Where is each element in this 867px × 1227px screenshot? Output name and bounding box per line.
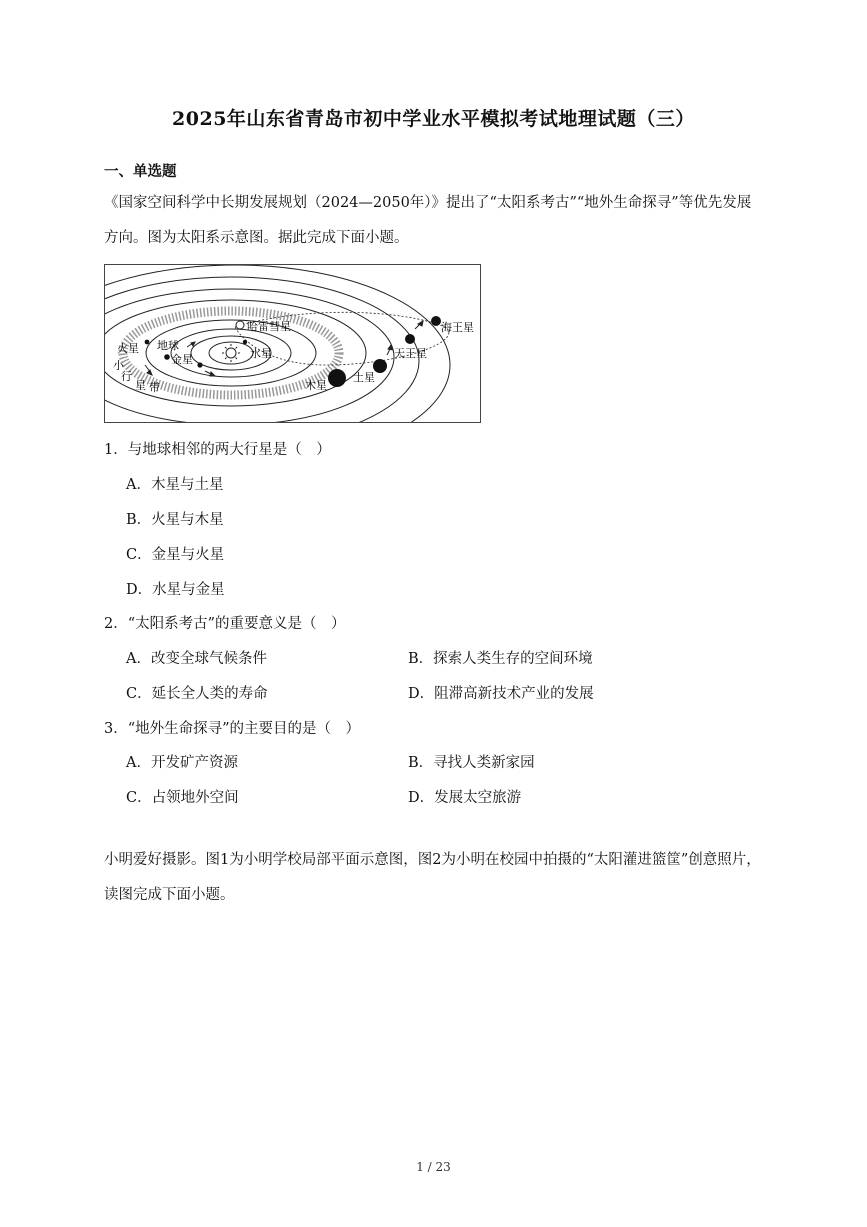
label-jupiter: 木星 [305, 379, 327, 392]
intro-paragraph-2: 小明爱好摄影。图1为小明学校局部平面示意图，图2为小明在校园中拍摄的“太阳灌进篮筐”创意照片，读图完成下面小题。 [104, 852, 761, 903]
uranus-planet [405, 334, 415, 344]
question-2-option-d[interactable]: D．阻滞高新技术产业的发展 [408, 686, 594, 702]
question-1-option-d[interactable]: D．水星与金星 [126, 582, 225, 598]
question-3-option-b[interactable]: B．寻找人类新家园 [408, 755, 535, 771]
mars-planet [145, 340, 150, 345]
solar-system-figure [104, 264, 481, 423]
question-3-option-c[interactable]: C．占领地外空间 [126, 790, 239, 806]
label-venus: 金星 [171, 353, 193, 366]
jupiter-planet [328, 369, 346, 387]
neptune-planet [431, 316, 441, 326]
page-number: 1 / 23 [416, 1160, 451, 1174]
page-title: 2025年山东省青岛市初中学业水平模拟考试地理试题（三） [172, 108, 695, 130]
label-uranus: 天王星 [394, 347, 427, 360]
label-asteroid-2: 行 [121, 370, 132, 383]
section-heading: 一、单选题 [104, 163, 177, 180]
comet-icon [236, 321, 244, 329]
label-asteroid-1: 小 [113, 359, 124, 372]
label-comet: 哈雷彗星 [247, 320, 291, 333]
mercury-planet [243, 340, 247, 344]
question-1-option-a[interactable]: A．木星与土星 [126, 477, 224, 493]
sun-icon [222, 344, 240, 362]
question-2-option-a[interactable]: A．改变全球气候条件 [126, 651, 267, 667]
venus-planet [197, 362, 202, 367]
label-asteroid-4: 带 [149, 381, 160, 394]
question-3-stem: 3．“地外生命探寻”的主要目的是（ ） [104, 721, 361, 737]
label-earth: 地球 [157, 339, 179, 352]
saturn-planet [373, 359, 387, 373]
question-3-option-a[interactable]: A．开发矿产资源 [126, 755, 238, 771]
intro-paragraph-1: 《国家空间科学中长期发展规划（2024—2050年）》提出了“太阳系考古”“地外生命探寻”等优先发展方向。图为太阳系示意图。据此完成下面小题。 [104, 195, 752, 246]
question-2-option-b[interactable]: B．探索人类生存的空间环境 [408, 651, 593, 667]
question-3-option-d[interactable]: D．发展太空旅游 [408, 790, 522, 806]
question-1-option-b[interactable]: B．火星与木星 [126, 512, 224, 528]
label-mars: 火星 [117, 342, 139, 355]
question-2-stem: 2．“太阳系考古”的重要意义是（ ） [104, 616, 346, 632]
earth-planet [164, 354, 170, 360]
label-asteroid-3: 星 [135, 379, 146, 392]
label-neptune: 海王星 [441, 321, 474, 334]
label-mercury: 水星 [250, 347, 272, 360]
label-saturn: 土星 [353, 371, 375, 384]
question-2-option-c[interactable]: C．延长全人类的寿命 [126, 686, 268, 702]
question-1-option-c[interactable]: C．金星与火星 [126, 547, 225, 563]
question-1-stem: 1．与地球相邻的两大行星是（ ） [104, 442, 331, 458]
